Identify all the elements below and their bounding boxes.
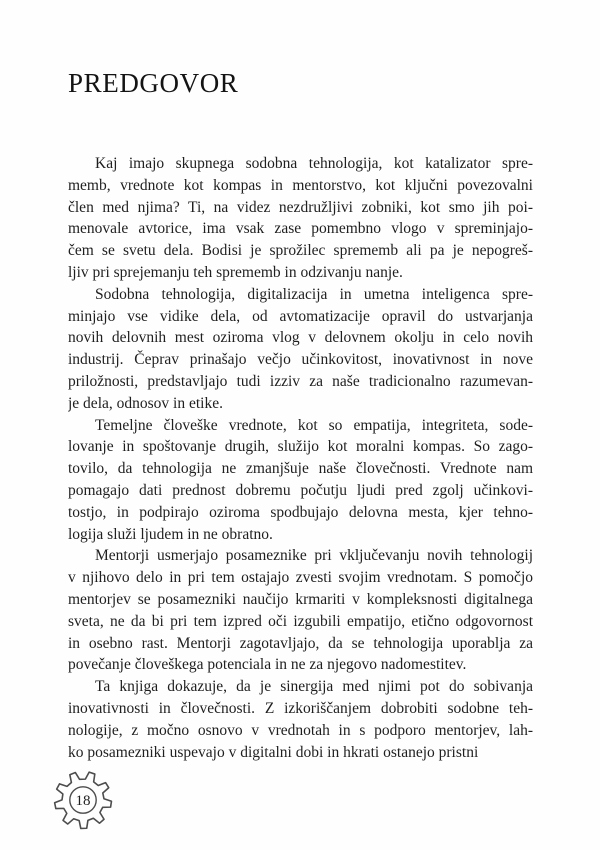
paragraph [68,545,533,676]
text-line: menovale avtorice, ima vsak zase pomembno vlogo v spreminjajo- [68,220,533,238]
page-number: 18 [75,793,91,809]
text-line: Kaj imajo skupnega sodobna tehnologija, kot katalizator spre- [95,155,533,172]
text-line: povečanje človeškega potenciala in ne za njegovo nadomestitev. [68,656,467,674]
text-line: Sodobna tehnologija, digitalizacija in umetna inteligenca spre- [95,285,533,303]
page-title: PREDGOVOR [68,68,239,98]
text-line: minjajo vse vidike dela, od avtomatizacije opravil do ustvarjanja [68,307,533,325]
text-line: sveta, ne da bi pri tem izpred oči izgubili empatijo, etično odgovornost [68,612,533,630]
text-line: čem se svetu dela. Bodisi je sprožilec sprememb ali pa je nepogreš- [68,242,533,260]
text-line: Mentorji usmerjajo posameznike pri vključevanju novih tehnologij [95,547,533,565]
text-line: in osebno rast. Mentorji zagotavljajo, da se tehnologija uporablja za [68,634,533,652]
text-line: tovilo, da tehnologija ne zmanjšuje naše človečnosti. Vrednote nam [68,460,533,478]
body-text [68,153,533,763]
paragraph [68,415,533,546]
text-line: mentorjev se posamezniki naučijo krmariti v kompleksnosti digitalnega [68,590,533,608]
text-line: logija služi ljudem in ne obratno. [68,525,273,543]
text-line: pomagajo dati prednost dobremu počutju ljudi pred zgolj učinkovi- [68,481,533,499]
text-line: industrij. Čeprav prinašajo večjo učinkovitost, inovativnost in nove [68,351,533,369]
text-line: Ta knjiga dokazuje, da je sinergija med njimi pot do sobivanja [95,678,533,696]
text-line: lovanje in spoštovanje drugih, služijo kot moralni kompas. So zago- [68,438,533,456]
text-line: memb, vrednote kot kompas in mentorstvo, kot ključni povezovalni [68,176,533,194]
text-line: Temeljne človeške vrednote, kot so empatija, integriteta, sode- [95,416,533,434]
text-line: priložnosti, predstavljajo tudi izziv za naše tradicionalno razumevan- [68,372,533,390]
text-line: novih delovnih mest oziroma vlog v delovnem okolju in celo novih [68,329,533,347]
text-line: inovativnosti in človečnosti. Z izkoriščanjem dobrobiti sodobne teh- [68,699,533,717]
text-line: člen med njima? Ti, na videz nezdružljivi zobniki, kot smo jih poi- [68,198,533,216]
paragraph [68,284,533,415]
text-line: nologije, z močno osnovo v vrednotah in s podporo mentorjev, lah- [68,721,533,739]
text-line: ko posamezniki uspevajo v digitalni dobi in hkrati ostanejo pristni [68,743,479,761]
gear-icon [53,770,113,830]
text-line: je dela, odnosov in etike. [68,394,223,412]
page-number-gear [53,770,113,830]
text-line: ljiv pri sprejemanju teh sprememb in odzivanju nanje. [68,263,403,281]
paragraph [68,153,533,284]
text-line: v njihovo delo in pri tem ostajajo zvesti svojim vrednotam. S pomočjo [68,569,533,587]
text-line: tostjo, in podpirajo oziroma spodbujajo delovna mesta, kjer tehno- [68,503,533,521]
paragraph [68,676,533,763]
